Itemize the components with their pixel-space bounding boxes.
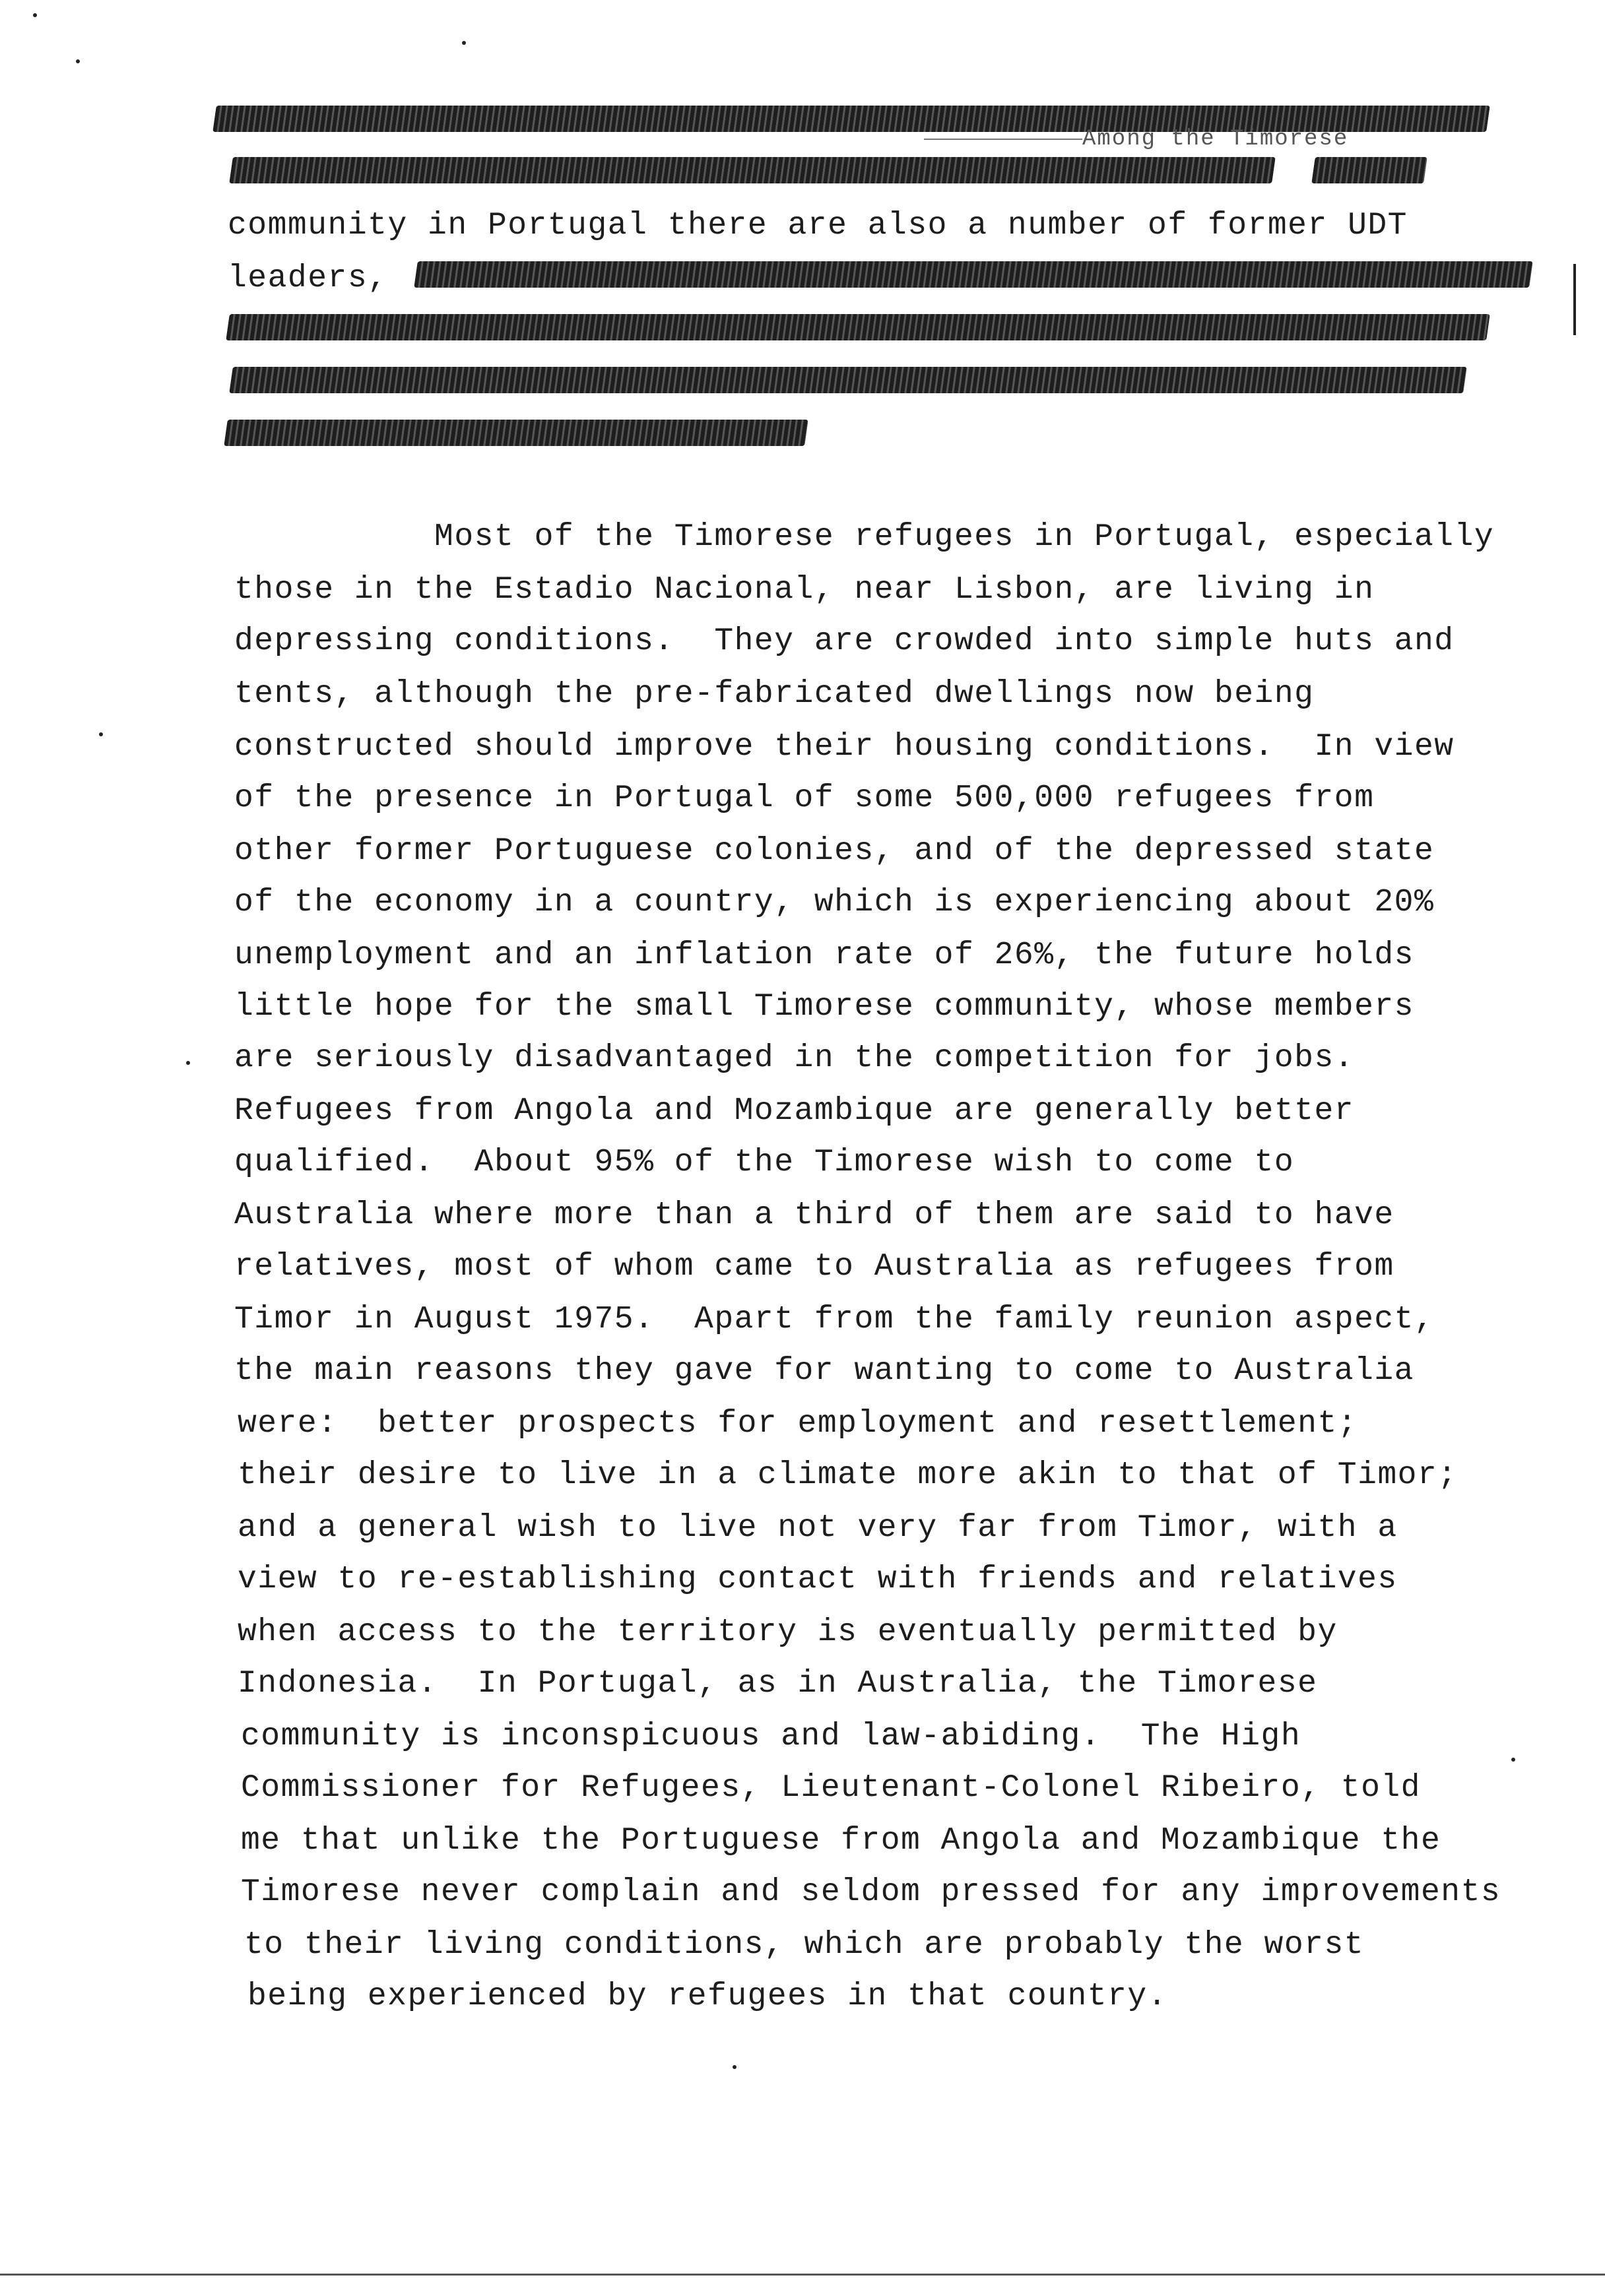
paragraph-line: being experienced by refugees in that country. — [247, 1979, 1168, 2014]
paragraph-line: Commissioner for Refugees, Lieutenant-Colonel Ribeiro, told — [241, 1770, 1421, 1806]
paragraph-line: to their living conditions, which are probably the worst — [244, 1927, 1365, 1963]
paragraph-line: their desire to live in a climate more akin to that of Timor; — [238, 1457, 1458, 1493]
paragraph-line: were: better prospects for employment and resettlement; — [238, 1406, 1358, 1442]
scan-speck — [1511, 1758, 1515, 1762]
redaction-bar-2 — [229, 157, 1276, 183]
redaction-bar-4 — [414, 261, 1533, 288]
paragraph-line: community is inconspicuous and law-abiding. The High — [241, 1719, 1301, 1754]
paragraph-line: when access to the territory is eventually permitted by — [238, 1614, 1338, 1650]
paragraph-line: other former Portuguese colonies, and of the depressed state — [234, 833, 1435, 869]
paragraph-line: relatives, most of whom came to Australia as refugees from — [234, 1249, 1394, 1285]
redaction-bar-3 — [1311, 157, 1427, 183]
paragraph-line: Refugees from Angola and Mozambique are generally better — [234, 1093, 1355, 1129]
paragraph-line: little hope for the small Timorese community, whose members — [234, 989, 1414, 1025]
continued-heading: Among the Timorese — [1082, 127, 1349, 152]
paragraph-line: are seriously disadvantaged in the competition for jobs. — [234, 1040, 1355, 1076]
redaction-bar-5 — [226, 314, 1490, 340]
scan-speck — [462, 41, 466, 45]
paragraph-line: unemployment and an inflation rate of 26%, the future holds — [234, 938, 1414, 973]
scan-speck — [76, 59, 80, 63]
paragraph-line: tents, although the pre-fabricated dwellings now being — [234, 676, 1315, 712]
paragraph-line: view to re-establishing contact with friends and relatives — [238, 1562, 1398, 1597]
scan-speck — [33, 13, 37, 17]
redaction-bar-7 — [224, 420, 808, 446]
scan-speck — [186, 1061, 190, 1065]
paragraph-line: constructed should improve their housing conditions. In view — [234, 729, 1455, 765]
margin-mark — [1573, 264, 1576, 335]
paragraph-line: Indonesia. In Portugal, as in Australia, the Timorese — [238, 1666, 1318, 1702]
paragraph-line: Australia where more than a third of them are said to have — [234, 1197, 1394, 1233]
paragraph-line: Most of the Timorese refugees in Portugal, especially — [234, 519, 1495, 555]
header-rule — [924, 139, 1082, 140]
scan-speck — [733, 2065, 737, 2069]
scan-speck — [99, 732, 103, 736]
paragraph-line: depressing conditions. They are crowded into simple huts and — [234, 623, 1455, 659]
paragraph-line: and a general wish to live not very far from Timor, with a — [238, 1510, 1398, 1546]
paragraph-line: those in the Estadio Nacional, near Lisbon, are living in — [234, 572, 1375, 608]
redaction-bar-6 — [229, 367, 1467, 393]
paragraph-line: qualified. About 95% of the Timorese wish to come to — [234, 1145, 1295, 1180]
paragraph-line: Timorese never complain and seldom pressed for any improvements — [241, 1874, 1501, 1910]
top-line-1: community in Portugal there are also a number of former UDT — [228, 208, 1408, 243]
paragraph-line: Timor in August 1975. Apart from the family reunion aspect, — [234, 1302, 1435, 1337]
paragraph-line: me that unlike the Portuguese from Angola and Mozambique the — [241, 1823, 1441, 1859]
paragraph-line: of the presence in Portugal of some 500,000 refugees from — [234, 781, 1375, 816]
bottom-rule — [0, 2274, 1605, 2276]
paragraph-line: of the economy in a country, which is experiencing about 20% — [234, 885, 1435, 920]
paragraph-line: the main reasons they gave for wanting to come to Australia — [234, 1353, 1414, 1389]
top-line-2: leaders, — [228, 261, 388, 296]
